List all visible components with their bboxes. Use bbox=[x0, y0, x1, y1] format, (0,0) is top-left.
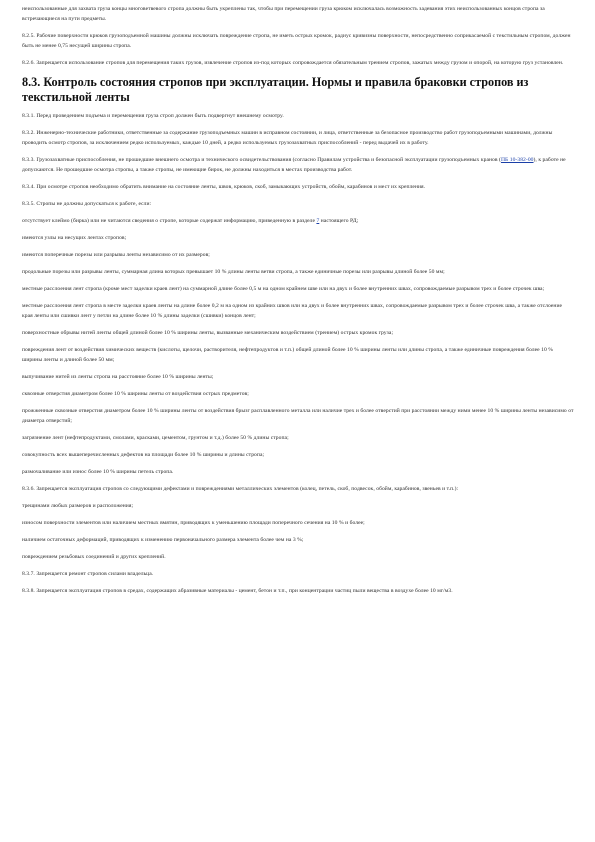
metal-defect-item: повреждением резьбовых соединений и других креплений. bbox=[22, 554, 166, 560]
link-section-7[interactable]: 7 bbox=[316, 218, 320, 224]
defect-item: загрязнение лент (нефтепродуктами, смолами, красками, цементом, грунтом и т.д.) более 50 % длины стропа; bbox=[22, 435, 289, 441]
paragraph-8-2-5: 8.2.5. Рабочие поверхности крюков грузоподъемной машины должны исключать повреждение стропа, не иметь острых кромок, радиус кривизны поверхности, непосредственно соприкасаемой с текстильным стропом, должен быть не менее 0,75 несущей ширины стропа. bbox=[22, 33, 571, 49]
paragraph-8-3-3-text-before: 8.3.3. Грузозахватные приспособления, не прошедшие внешнего осмотра и технического освидетельствования (согласно Правилам устройства и безопасной эксплуатации грузоподъемных кранов ( bbox=[22, 157, 501, 163]
paragraph-8-3-1: 8.3.1. Перед проведением подъема и перемещения груза строп должен быть подвергнут внешнему осмотру. bbox=[22, 113, 284, 119]
defect-item: имеются поперечные порезы или разрывы ленты независимо от их размеров; bbox=[22, 252, 210, 258]
defect-item: местные расслоения лент стропа в месте заделки краев ленты на длине более 0,2 м на одном из крайних швов или на двух и более внутренних швах, сопровождаемые разрывом трех и более строчек шва, а также отслоение края ленты или сшивки лент у петли на длине более 10 % длины заделки (сшивки) концов лент; bbox=[22, 303, 563, 319]
metal-defect-item: трещинами любых размеров и расположения; bbox=[22, 503, 134, 509]
defect-item: имеются узлы на несущих лентах стропов; bbox=[22, 235, 127, 241]
defect-item: поверхностные обрывы нитей ленты общей длиной более 10 % ширины ленты, вызванные механическим воздействием (трением) острых кромок груза; bbox=[22, 330, 394, 336]
paragraph-8-3-8: 8.3.8. Запрещается эксплуатация стропов в средах, содержащих абразивные материалы - цемент, бетон и т.п., при концентрации частиц пыли вещества в воздухе более 10 мг/м3. bbox=[22, 588, 453, 594]
defect-item: размочаливание или износ более 10 % ширины петель стропа. bbox=[22, 469, 174, 475]
tag-text-before: отсутствует клеймо (бирка) или не читаются сведения о стропе, которые содержат информацию, приведенную в разделе bbox=[22, 218, 317, 224]
paragraph-8-3-5-tag bbox=[22, 216, 574, 226]
link-pb-10-382-00[interactable]: ПБ 10-382-00 bbox=[500, 157, 534, 163]
section-heading-8-3: 8.3. Контроль состояния стропов при эксплуатации. Нормы и правила браковки стропов из текстильной ленты bbox=[22, 75, 529, 104]
defect-item: совокупность всех вышеперечисленных дефектов на площади более 10 % ширины и длины стропа; bbox=[22, 452, 265, 458]
metal-defect-item: износом поверхности элементов или наличием местных вмятин, приводящих к уменьшению площади поперечного сечения на 10 % и более; bbox=[22, 520, 365, 526]
defect-item: повреждения лент от воздействия химических веществ (кислоты, щелочи, растворителя, нефтепродуктов и т.п.) общей длиной более 10 % ширины ленты или длины стропа, а также единичные повреждения более 10 % ширины ленты и длиной более 50 мм; bbox=[22, 347, 553, 363]
defect-item: местные расслоения лент стропа (кроме мест заделки краев лент) на суммарной длине более 0,5 м на одном крайнем шве или на двух и более внутренних швах, сопровождаемые разрывом трех и более строчек шва; bbox=[22, 286, 545, 292]
defect-item: выпучивание нитей из ленты стропа на расстояние более 10 % ширины ленты; bbox=[22, 374, 214, 380]
paragraph-8-2-6: 8.2.6. Запрещается использование стропов для перемещения таких грузов, извлечение стропов из-под которых сопровождается обязательным трением стропов, зажатых между грузом и опорой, на которую груз установлен. bbox=[22, 60, 564, 66]
document-page bbox=[22, 4, 574, 603]
paragraph-8-3-3-text-after: ), к работе не допускаются. Не прошедшие осмотра стропы, а также стропы, не имеющие бирок, не должны находиться в местах производства работ. bbox=[22, 157, 566, 173]
paragraph-8-3-7: 8.3.7. Запрещается ремонт стропов силами владельца. bbox=[22, 571, 154, 577]
paragraph-8-3-5: 8.3.5. Стропы не должны допускаться к работе, если: bbox=[22, 201, 152, 207]
defect-item: прожженные сквозные отверстия диаметром более 10 % ширины ленты от воздействия брызг расплавленного металла или наличие трех и более отверстий при расстоянии между ними менее 10 % ширины ленты независимо от диаметра отверстий; bbox=[22, 408, 574, 424]
paragraph-8-3-6: 8.3.6. Запрещается эксплуатация стропов со следующими дефектами и повреждениями металлических элементов (колец, петель, скоб, подвесок, обойм, карабинов, звеньев и т.п.): bbox=[22, 486, 459, 492]
defect-item: продольные порезы или разрывы ленты, суммарная длина которых превышает 10 % длины ленты ветви стропа, а также единичные порезы или разрывы длиной более 50 мм; bbox=[22, 269, 445, 275]
paragraph-8-3-3 bbox=[22, 155, 574, 175]
metal-defect-item: наличием остаточных деформаций, приводящих к изменению первоначального размера элемента более чем на 3 %; bbox=[22, 537, 304, 543]
paragraph-8-3-4: 8.3.4. При осмотре стропов необходимо обратить внимание на состояние ленты, швов, крюков, скоб, замыкающих устройств, обойм, карабинов и мест их крепления. bbox=[22, 184, 426, 190]
paragraph-intro-1: неиспользованные для захвата груза концы многоветвевого стропа должны быть укреплены так, чтобы при перемещении груза крюком исключалась возможность задевания этих неиспользованных концов стропа за встречающиеся на пути предметы. bbox=[22, 6, 545, 22]
tag-text-after: настоящего РД; bbox=[319, 218, 359, 224]
defect-item: сквозные отверстия диаметром более 10 % ширины ленты от воздействия острых предметов; bbox=[22, 391, 249, 397]
paragraph-8-3-2: 8.3.2. Инженерно-технические работники, ответственные за содержание грузоподъемных машин в исправном состоянии, и лица, ответственные за безопасное производство работ грузоподъемными машинами, должны проводить осмотр стропов, за исключением редко используемых, каждые 10 дней, а редко используемых грузозахватных приспособлений - перед выдачей их в работу. bbox=[22, 130, 553, 146]
